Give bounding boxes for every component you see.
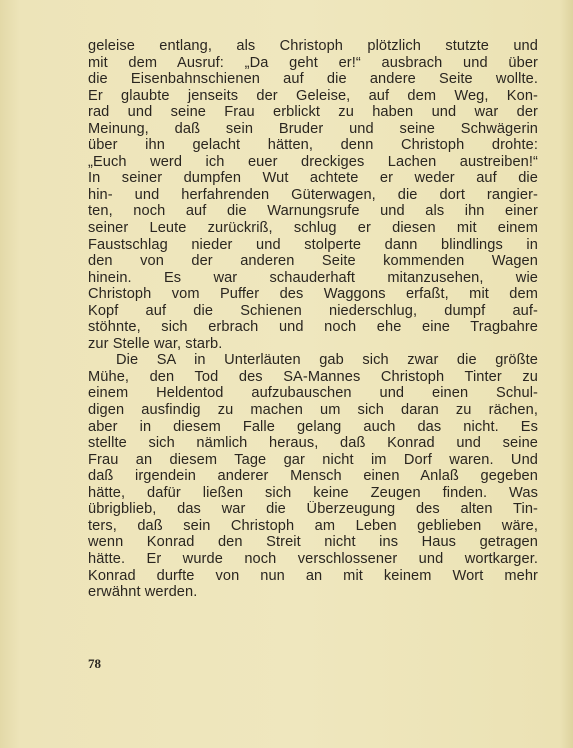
text-line: Kopf auf die Schienen niederschlug, dumpf auf- [88,302,538,319]
text-line: hin- und herfahrenden Güterwagen, die dort rangier- [88,186,538,203]
text-line: hätte. Er wurde noch verschlossener und wortkarger. [88,550,538,567]
text-line: Konrad durfte von nun an mit keinem Wort mehr [88,567,538,584]
text-line: „Euch werd ich euer dreckiges Lachen austreiben!“ [88,153,538,170]
text-line: einem Heldentod aufzubauschen und einen Schul- [88,385,538,402]
text-line: zur Stelle war, starb. [88,335,223,352]
text-line: rad und seine Frau erblickt zu haben und war der [88,104,538,121]
text-line: hätte, dafür ließen sich keine Zeugen finden. Was [88,484,538,501]
text-line: In seiner dumpfen Wut achtete er weder auf die [88,170,538,187]
text-line: hinein. Es war schauderhaft mitanzusehen, wie [88,269,538,286]
text-line: wenn Konrad den Streit nicht ins Haus getragen [88,534,538,551]
text-line: aber in diesem Falle gelang auch das nicht. Es [88,418,538,435]
body-text [88,38,538,601]
text-line: Christoph vom Puffer des Waggons erfaßt, mit dem [88,286,538,303]
text-line: über ihn gelacht hätten, denn Christoph drohte: [88,137,538,154]
text-line: stellte sich nämlich heraus, daß Konrad und seine [88,435,538,452]
text-line: Er glaubte jenseits der Geleise, auf dem Weg, Kon- [88,87,538,104]
text-line: stöhnte, sich erbrach und noch ehe eine Tragbahre [88,319,538,336]
text-line: Faustschlag nieder und stolperte dann blindlings in [88,236,538,253]
text-line: daß irgendein anderer Mensch einen Anlaß gegeben [88,468,538,485]
page-number: 78 [88,656,101,671]
text-line: Meinung, daß sein Bruder und seine Schwägerin [88,120,538,137]
text-line: geleise entlang, als Christoph plötzlich stutzte und [88,38,538,54]
text-line: digen ausfindig zu machen um sich daran zu rächen, [88,402,538,419]
text-line: Mühe, den Tod des SA-Mannes Christoph Tinter zu [88,368,538,385]
text-line: ters, daß sein Christoph am Leben geblieben wäre, [88,517,538,534]
text-line: den von der anderen Seite kommenden Wagen [88,253,538,270]
text-line: erwähnt werden. [88,584,198,601]
text-line: ten, noch auf die Warnungsrufe und als ihn einer [88,203,538,220]
text-line: übrigblieb, das war die Überzeugung des alten Tin- [88,501,538,518]
text-line: die Eisenbahnschienen auf die andere Seite wollte. [88,71,538,88]
text-line: mit dem Ausruf: „Da geht er!“ ausbrach und über [88,54,538,71]
text-line: seiner Leute zurückriß, schlug er diesen mit einem [88,220,538,237]
text-line: Die SA in Unterläuten gab sich zwar die größte [116,352,538,369]
text-line: Frau an diesem Tage gar nicht im Dorf waren. Und [88,451,538,468]
